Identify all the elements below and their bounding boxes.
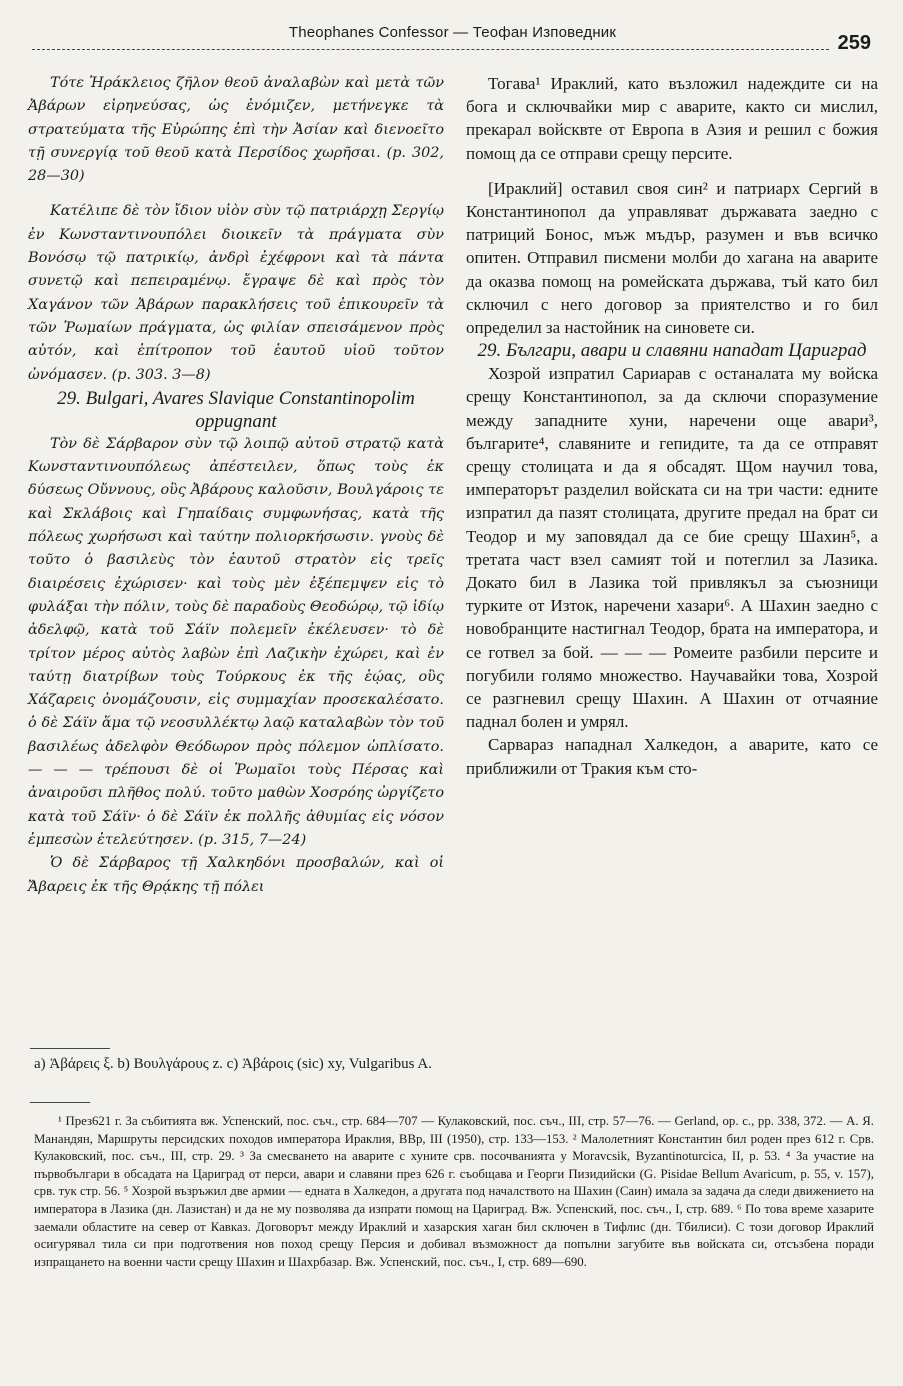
bulgarian-column [466, 72, 878, 780]
footnotes-text: ¹ През621 г. За събитията вж. Успенский, пос. съч., стр. 684—707 — Кулаковский, пос. съч., III, стр. 57—76. — Gerland, op. c., pp. 338, 372. — А. Я. Манандян, Маршруты персидских походов императора Ираклия, ВВр, III (1950), стр. 133—153. ² Малолетният Константин бил роден през 612 г. Срв. Кулаковский, пос. съч., III, стр. 29. ³ За смесването на аварите с хуните срв. посочванията у Moravcsik, Byzantinoturcica, II, p. 53. ⁴ За участие на първобългари в обсадата на Цариград от перси, авари и славяни през 626 г. съобщава и Георги Пизидийски (G. Pisidae Bellum Avaricum, p. 55, v. 157), срв. тук стр. 56. ⁵ Хозрой възръжил две армии — едната в Халкедон, а другата под началството на Шахин (Саин) имала за задача да следи движението на императора в Лазика (дн. Лазистан) и да не му позволява да изпрати помощ на Цариград. Вж. Успенский, пос. съч., I, стр. 689. ⁶ По това време хазарите заемали областите на север от Кавказ. Договорът между Ираклий и хазарския хаган бил сключен в Тифлис (дн. Тбилиси). С този договор Ираклий осигурявал тила си при подготвения нов поход срещу Персия и добивал възможност да попълни загубите във войската си, отсъзбена поради изпращането на военни части срещу Шахин и Шахрбазар. Вж. Успенский, пос. съч., I, стр. 689—690. [34, 1114, 874, 1269]
bulgarian-paragraph-1: Тогава¹ Ираклий, като възложил надеждите си на бога и сключвайки мир с аварите, както си мислил, прекарал войсквте от Европа в Азия и решил с божия помощ да се отправи срещу персите. [466, 74, 878, 163]
critical-apparatus: a) Ἀβάρεις ξ. b) Βουλγάρους z. c) Ἀβάροις (sic) xy, Vulgaribus A. [34, 1056, 432, 1072]
greek-paragraph-1: Τότε Ἡράκλειος ζῆλον θεοῦ ἀναλαβὼν καὶ μετὰ τῶν Ἀβάρων εἰρηνεύσας, ὡς ἐνόμιζεν, μετήνεγκε τὰ στρατεύματα τῆς Εὐρώπης ἐπὶ τὴν Ἀσίαν καὶ διενοεῖτο τῇ συνεργίᾳ τοῦ θεοῦ κατὰ Περσίδος χωρῆσαι. (p. 302, 28—30) [28, 75, 444, 185]
greek-column [28, 72, 444, 899]
header-rule [32, 49, 829, 50]
footnote-rule [30, 1102, 90, 1103]
bulgarian-paragraph-3: Хозрой изпратил Сариарав с останалата му войска срещу Константинопол, за да сключи споразумение между западните хуни, наречени още авари³, българите⁴, славяните и гепидите, та да се отправят срещу столицата и да я обсадят. Щом научил това, императорът разделил войската си на три части: едните изпратил да пазят столицата, другите предал на брат си Теодор и му заповядал да се бие срещу Шахин⁵, а третата част взел самият той и потеглил за Лазика. Докато бил в Лазика той привлякъл за съюзници турките от Изток, наречени хазари⁶. А Шахин заедно с новобранците настигнал Теодор, брата на императора, и се готвел за бой. — — — Ромеите разбили персите и погубили голямо множество. Научавайки това, Хозрой се разгневил срещу Шахин. А Шахин от отчаяние паднал болен и умрял. [466, 364, 878, 732]
bulgarian-paragraph-4: Сарвараз нападнал Халкедон, а аварите, като се приближили от Тракия към сто- [466, 735, 878, 778]
greek-paragraph-4: Ὁ δὲ Σάρβαρος τῇ Χαλκηδόνι προσβαλών, καὶ οἱ Ἄβαρεις ἐκ τῆς Θρᾴκης τῇ πόλει [28, 855, 444, 895]
bulgarian-paragraph-2: [Ираклий] оставил своя син² и патриарх Сергий в Константинопол да управляват държавата заедно с патриций Бонос, мъж мъдър, разумен и във всичко опитен. Отправил писмени молби до хагана на аварите да оказва помощ на ромейската държава, тъй като бил сключил с него договор за приятелство и го бил определил за настойник на синовете си. [466, 178, 878, 338]
running-title: Theophanes Confessor — Теофан Изповедник [288, 24, 617, 41]
section-heading-bulgarian: 29. Българи, авари и славяни нападат Цариград [477, 340, 867, 362]
footnotes [34, 1113, 874, 1271]
section-heading-latin: 29. Bulgari, Avares Slavique Constantinopolim oppugnant [57, 387, 415, 432]
greek-paragraph-3: Τὸν δὲ Σάρβαρον σὺν τῷ λοιπῷ αὐτοῦ στρατῷ κατὰ Κωνσταντινουπόλεως ἀπέστειλεν, ὅπως τοὺς ἐκ δύσεως Οὔννους, οὓς Ἀβάρους καλοῦσιν, Βουλγάροις τε καὶ Σκλάβοις καὶ Γηπαίδαις συμφωνήσας, κατὰ τῆς πόλεως χωρήσωσι καὶ ταύτην πολιορκήσωσιν. γνοὺς δὲ τοῦτο ὁ βασιλεὺς τὸν ἑαυτοῦ στρατὸν εἰς τρεῖς διαιρέσεις ἐχώρισεν· καὶ τοὺς μὲν ἐξέπεμψεν εἰς τὸ φυλάξαι τὴν πόλιν, τοὺς δὲ παραδοὺς Θεοδώρῳ, τῷ ἰδίῳ ἀδελφῷ, κατὰ τοῦ Σάϊν πολεμεῖν ἐκέλευσεν· τὸ δὲ τρίτον μέρος αὐτὸς λαβὼν ἐπὶ Λαζικὴν ἐχώρει, καὶ ἐν ταύτῃ διατρίβων τοὺς Τούρκους ἐκ τῆς ἑῴας, οὓς Χάζαρεις ὀνομάζουσιν, εἰς συμμαχίαν προσεκαλέσατο. ὁ δὲ Σάϊν ἅμα τῷ νεοσυλλέκτῳ λαῷ καταλαβὼν τὸν τοῦ βασιλέως ἀδελφὸν Θεόδωρον πρὸς πόλεμον ὡπλίσατο. — — — τρέπουσι δὲ οἱ Ῥωμαῖοι τοὺς Πέρσας καὶ ἀναιροῦσι πλῆθος πολύ. τοῦτο μαθὼν Χοσρόης ὠργίζετο κατὰ τοῦ Σάϊν· ὁ δὲ Σάϊν ἐκ πολλῆς ἀθυμίας εἰς νόσον ἐμπεσὼν ἐτελεύτησεν. (p. 315, 7—24) [28, 435, 444, 848]
page-number: 259 [837, 32, 871, 54]
page-header [32, 22, 873, 58]
apparatus-rule [30, 1048, 110, 1049]
greek-paragraph-2: Κατέλιπε δὲ τὸν ἴδιον υἱὸν σὺν τῷ πατριάρχῃ Σεργίῳ ἐν Κωνσταντινουπόλει διοικεῖν τὰ πράγματα σὺν Βονόσῳ τῷ πατρικίῳ, ἀνδρὶ ἐχέφρονι καὶ τὰ πάντα συνετῷ καὶ πεπειραμένῳ. ἔγραψε δὲ καὶ πρὸς τὸν Χαγάνον τῶν Ἀβάρων παρακλήσεις τοῦ ἐπικουρεῖν τὰ τῶν Ῥωμαίων πράγματα, ὡς φιλίαν σπεισάμενον πρὸς αὐτόν, καὶ ἐπίτροπον τοῦ ἑαυτοῦ υἱοῦ τοῦτον ὠνόμασεν. (p. 303. 3—8) [28, 203, 444, 383]
